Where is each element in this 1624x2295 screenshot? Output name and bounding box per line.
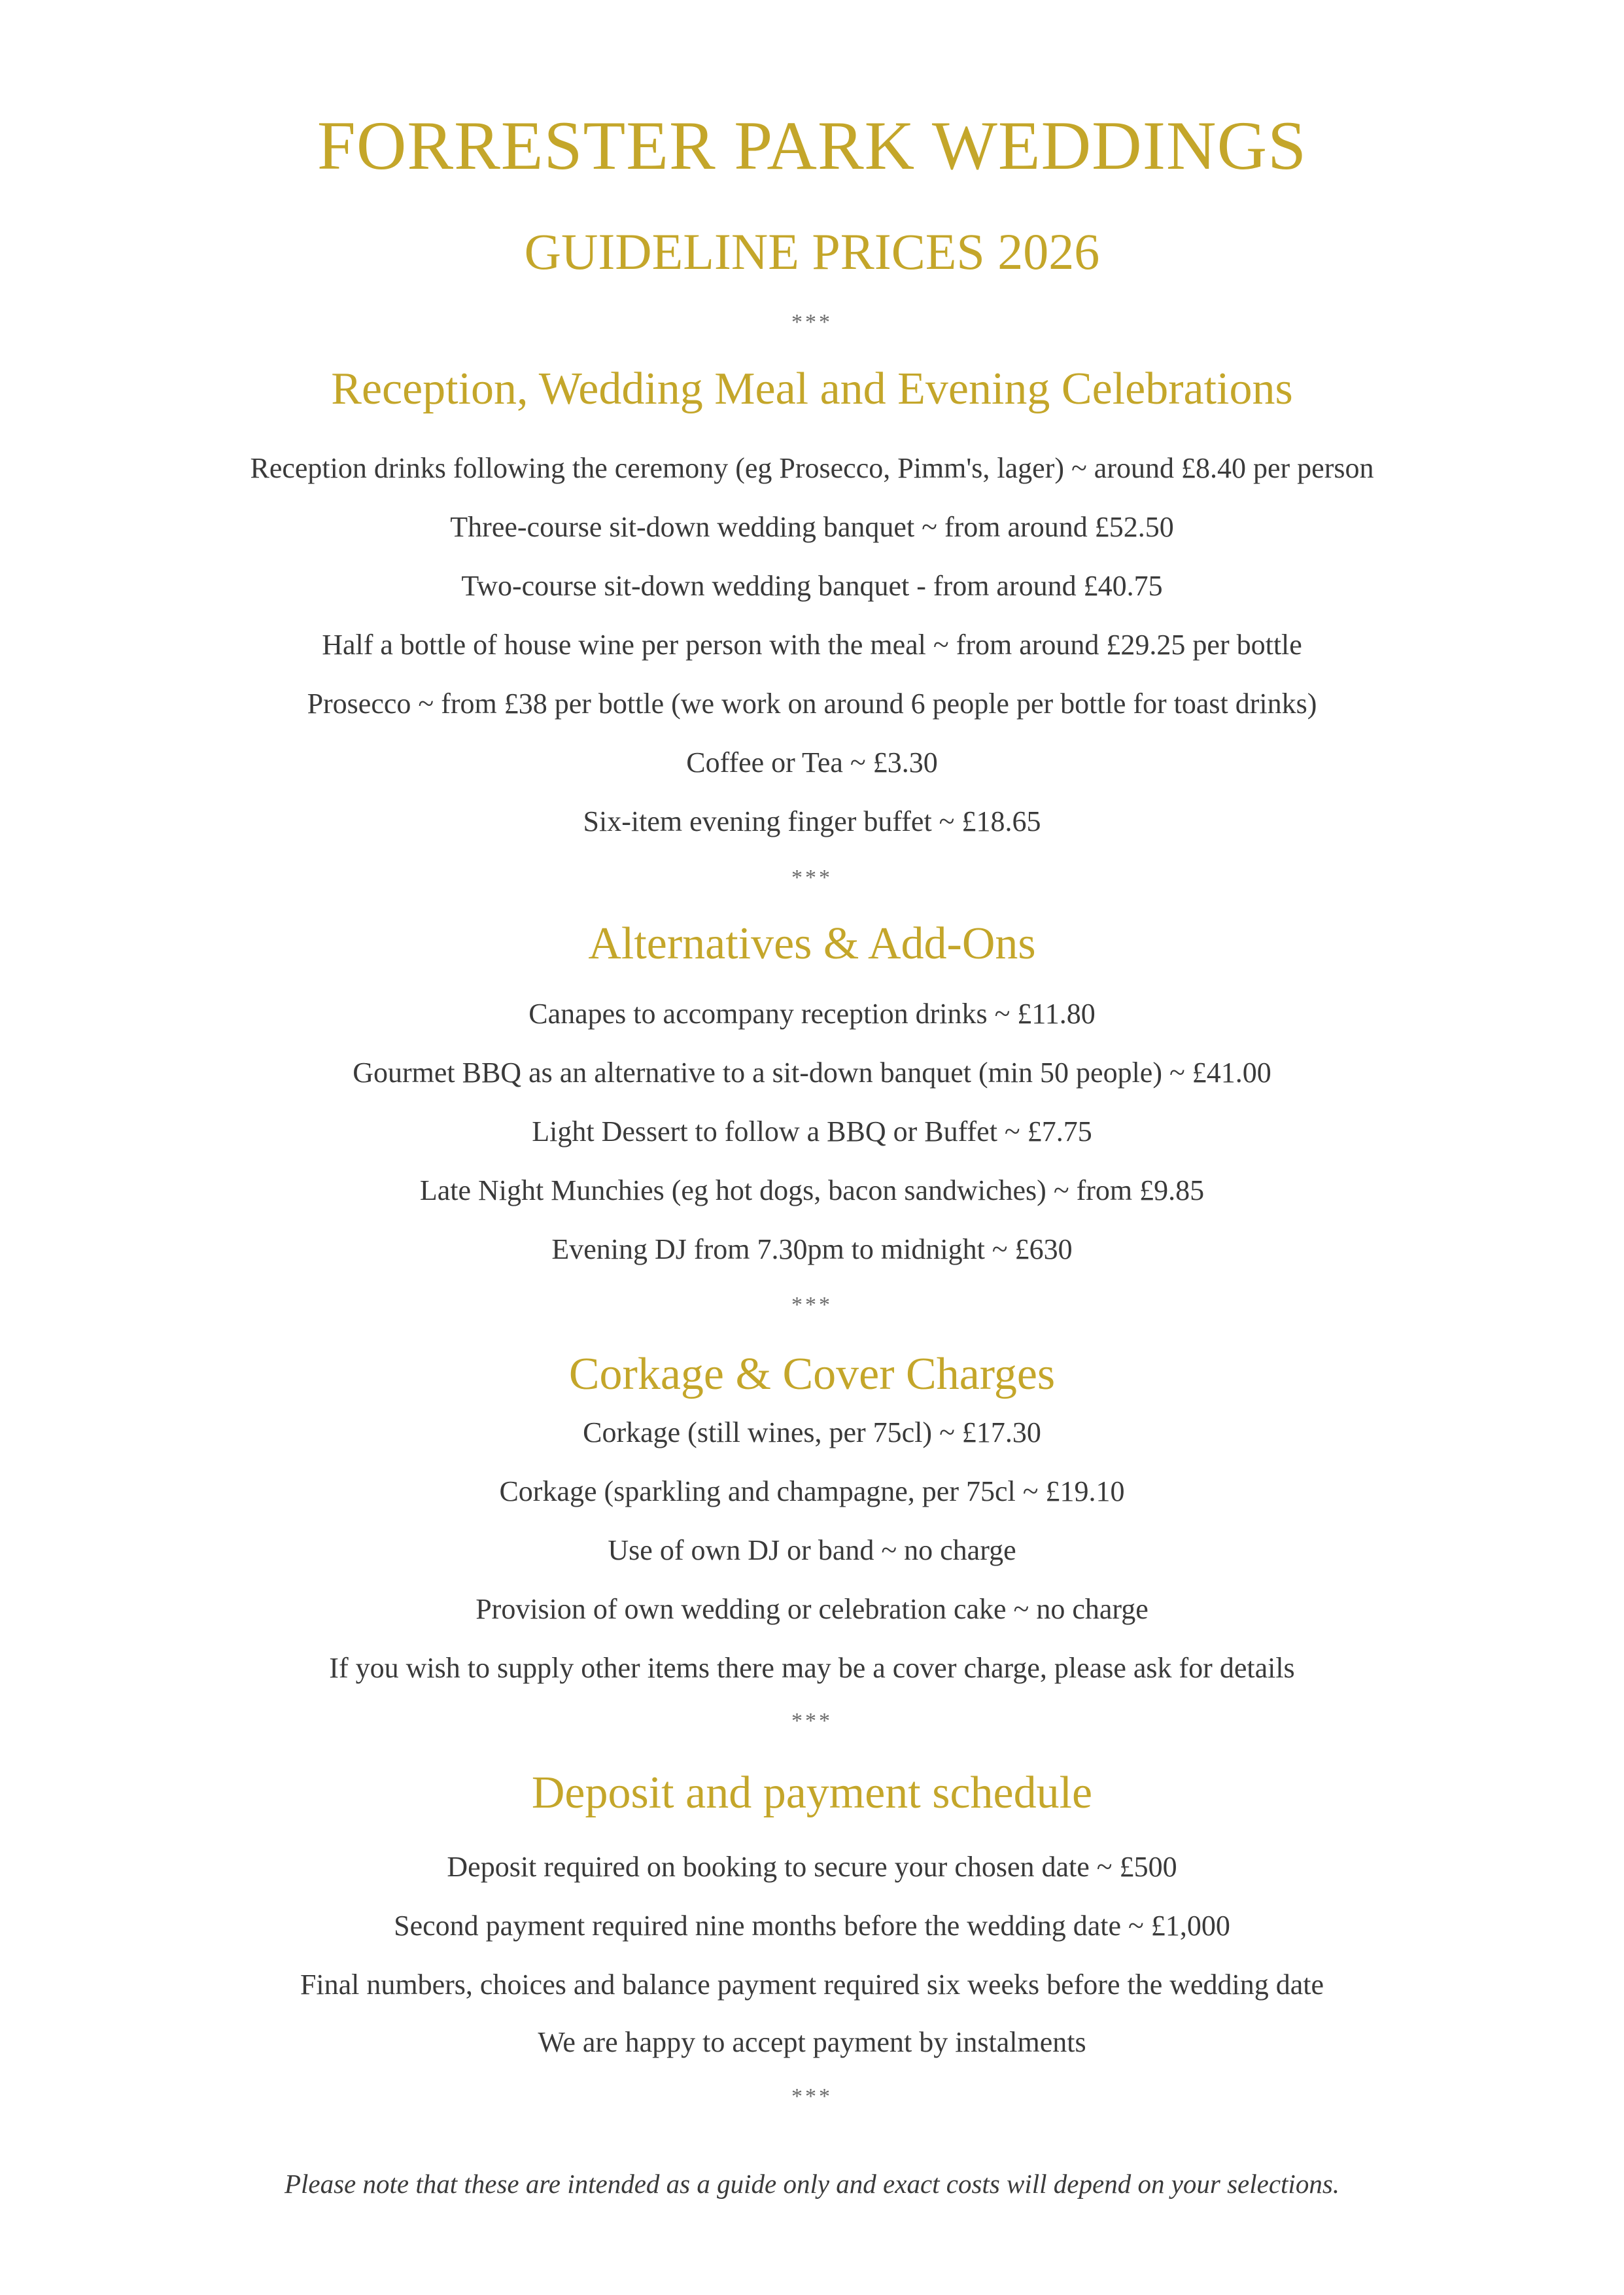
page-title: FORRESTER PARK WEDDINGS [317,107,1307,184]
price-line: Evening DJ from 7.30pm to midnight ~ £630 [551,1233,1073,1265]
price-line: Prosecco ~ from £38 per bottle (we work on around 6 people per bottle for toast drinks) [307,688,1317,720]
price-line: Reception drinks following the ceremony (eg Prosecco, Pimm's, lager) ~ around £8.40 per person [250,452,1374,484]
price-line: Canapes to accompany reception drinks ~ £11.80 [528,998,1096,1030]
section-heading-reception: Reception, Wedding Meal and Evening Celebrations [331,364,1293,414]
price-line: Deposit required on booking to secure your chosen date ~ £500 [447,1851,1177,1883]
price-line: Use of own DJ or band ~ no charge [608,1534,1016,1566]
section-separator: *** [791,2084,833,2109]
price-line: Three-course sit-down wedding banquet ~ from around £52.50 [450,511,1174,543]
page-subtitle: GUIDELINE PRICES 2026 [524,223,1100,280]
section-heading-corkage: Corkage & Cover Charges [568,1349,1056,1399]
price-line: If you wish to supply other items there may be a cover charge, please ask for details [329,1652,1295,1684]
price-line: Two-course sit-down wedding banquet - from around £40.75 [461,570,1163,602]
price-line: Light Dessert to follow a BBQ or Buffet ~ £7.75 [532,1115,1092,1148]
price-line: Final numbers, choices and balance payment required six weeks before the wedding date [300,1969,1324,2001]
price-line: Corkage (still wines, per 75cl) ~ £17.30 [583,1416,1041,1448]
price-line: Provision of own wedding or celebration cake ~ no charge [475,1593,1149,1625]
price-line: Late Night Munchies (eg hot dogs, bacon sandwiches) ~ from £9.85 [419,1174,1205,1206]
price-line: Second payment required nine months before the wedding date ~ £1,000 [394,1910,1230,1942]
section-separator: *** [791,310,833,334]
price-line: Gourmet BBQ as an alternative to a sit-down banquet (min 50 people) ~ £41.00 [353,1057,1271,1089]
section-heading-alternatives: Alternatives & Add-Ons [588,919,1036,969]
footer-disclaimer: Please note that these are intended as a guide only and exact costs will depend on your selections. [284,2169,1340,2199]
price-line: Coffee or Tea ~ £3.30 [686,746,938,779]
price-line: Half a bottle of house wine per person with the meal ~ from around £29.25 per bottle [322,629,1302,661]
price-line: Corkage (sparkling and champagne, per 75cl ~ £19.10 [499,1475,1125,1507]
price-line: We are happy to accept payment by instalments [538,2026,1086,2058]
section-heading-deposit: Deposit and payment schedule [531,1768,1093,1818]
section-separator: *** [791,1293,833,1317]
section-separator: *** [791,866,833,890]
price-line: Six-item evening finger buffet ~ £18.65 [583,805,1041,837]
section-separator: *** [791,1709,833,1733]
